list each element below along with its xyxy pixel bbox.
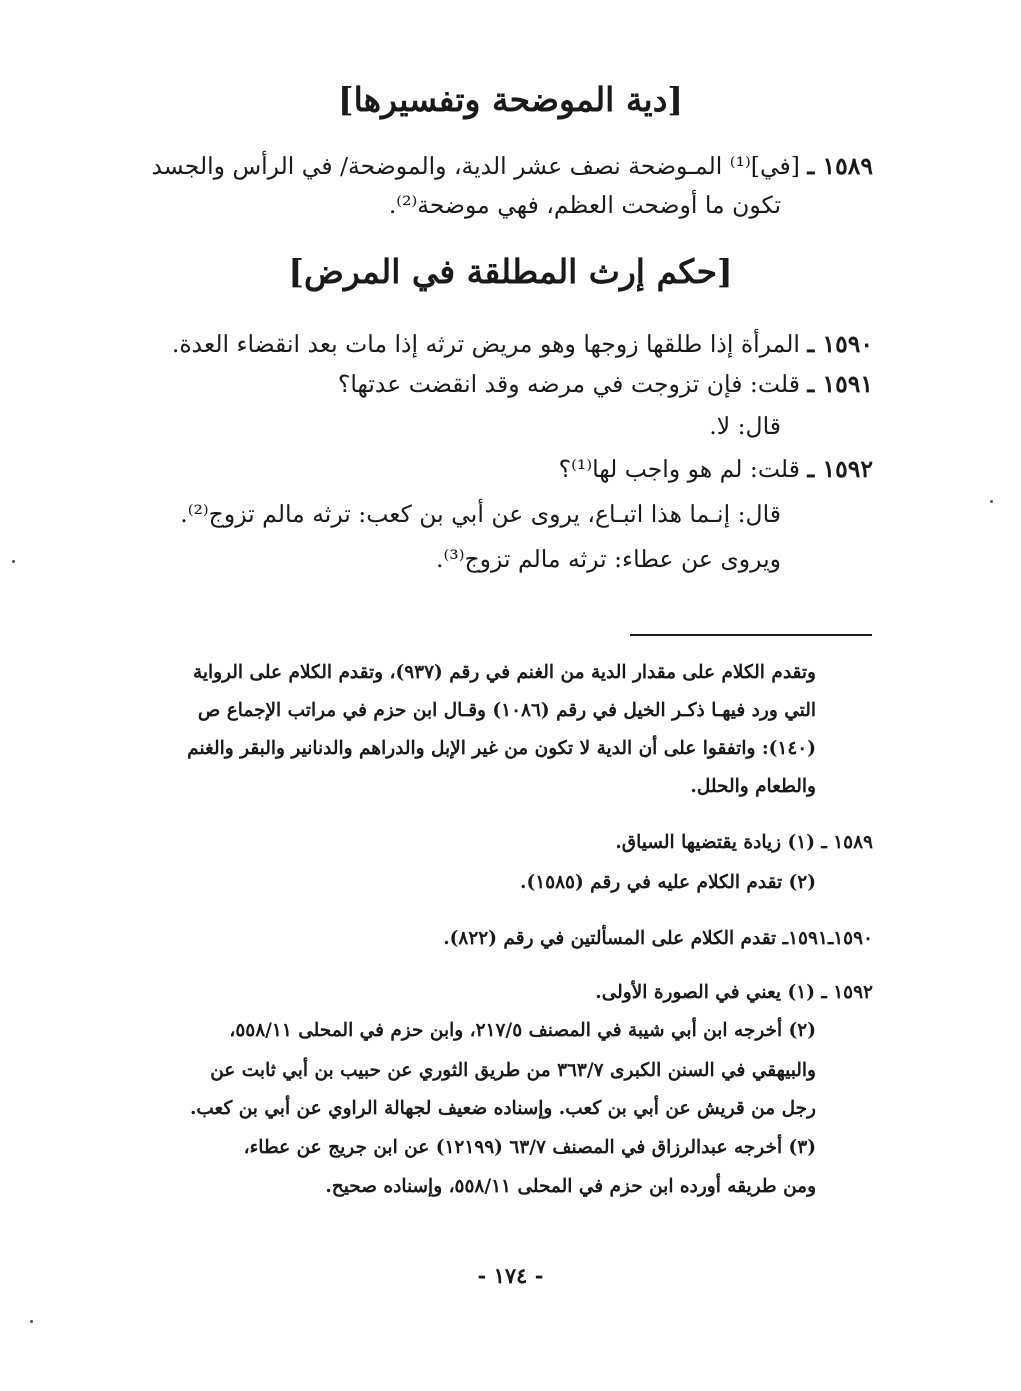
scan-speck — [12, 560, 15, 563]
footnote-line: (٣) أخرجه عبدالرزاق في المصنف ٦٣/٧ (١٢١٩٩) عن ابن جريج عن عطاء، — [243, 1137, 816, 1158]
footnote-separator — [630, 634, 872, 636]
footnote-line: وتقدم الكلام على مقدار الدية من الغنم في رقم (٩٣٧)، وتقدم الكلام على الرواية — [192, 662, 816, 683]
body-line-1592b — [180, 500, 781, 528]
item-text: قلت: فإن تزوجت في مرضه وقد انقضت عدتها؟ — [337, 370, 800, 398]
body-line-1589b — [389, 191, 781, 219]
item-text: قال: إنـما هذا اتبـاع، يروى عن أبي بن كعب: ترثه مالم تزوج⁽²⁾. — [180, 500, 781, 528]
scan-speck — [990, 500, 993, 503]
item-text: [في]⁽¹⁾ المـوضحة نصف عشر الدية، والموضحة/ في الرأس والجسد — [151, 152, 800, 180]
footnote-line: والطعام والحلل. — [690, 776, 816, 797]
footnote-line: ١٥٨٩ ـ (١) زيادة يقتضيها السياق. — [615, 832, 873, 853]
body-line-1592c — [436, 545, 781, 573]
item-number: ١٥٩٠ ـ — [807, 330, 873, 358]
footnote-line: ١٥٩٠ـ١٥٩١ـ تقدم الكلام على المسألتين في رقم (٨٢٢). — [443, 928, 873, 949]
body-line-1589a — [151, 152, 873, 180]
item-text: ويروى عن عطاء: ترثه مالم تزوج⁽³⁾. — [436, 545, 781, 573]
footnote-line: (٢) أخرجه ابن أبي شيبة في المصنف ٢١٧/٥، وابن حزم في المحلى ٥٥٨/١١، — [229, 1020, 816, 1041]
footnote-line: ومن طريقه أورده ابن حزم في المحلى ٥٥٨/١١، وإسناده صحيح. — [325, 1176, 816, 1197]
body-line-1590 — [172, 330, 873, 358]
section-heading-2: [حكم إرث المطلقة في المرض] — [288, 252, 733, 291]
item-text: قلت: لم هو واجب لها⁽¹⁾؟ — [558, 455, 800, 483]
page-number: - ١٧٤ - — [477, 1263, 544, 1288]
body-line-1591b — [709, 412, 781, 440]
footnote-line: (١٤٠): واتفقوا على أن الدية لا تكون من غير الإبل والدراهم والدنانير والبقر والغنم — [187, 738, 816, 759]
footnote-line: والبيهقي في السنن الكبرى ٣٦٣/٧ من طريق الثوري عن حبيب بن أبي ثابت عن — [210, 1060, 816, 1081]
item-text: قال: لا. — [709, 412, 781, 440]
footnote-line: رجل من قريش عن أبي بن كعب. وإسناده ضعيف لجهالة الراوي عن أبي بن كعب. — [189, 1098, 816, 1119]
item-number: ١٥٩١ ـ — [807, 370, 873, 398]
item-text: المرأة إذا طلقها زوجها وهو مريض ترثه إذا مات بعد انقضاء العدة. — [171, 330, 800, 358]
item-number: ١٥٨٩ ـ — [807, 152, 873, 180]
item-text: تكون ما أوضحت العظم، فهي موضحة⁽²⁾. — [388, 191, 781, 219]
footnote-line: التي ورد فيهـا ذكـر الخيل في رقم (١٠٨٦) وقـال ابن حزم في مراتب الإجماع ص — [197, 700, 816, 721]
section-heading-1: [دية الموضحة وتفسيرها] — [337, 80, 684, 119]
footnote-line: ١٥٩٢ ـ (١) يعني في الصورة الأولى. — [595, 982, 873, 1003]
body-line-1591 — [338, 370, 873, 398]
item-number: ١٥٩٢ ـ — [807, 455, 873, 483]
scan-speck — [30, 1320, 33, 1323]
footnote-line: (٢) تقدم الكلام عليه في رقم (١٥٨٥). — [520, 872, 816, 893]
body-line-1592 — [559, 455, 873, 483]
